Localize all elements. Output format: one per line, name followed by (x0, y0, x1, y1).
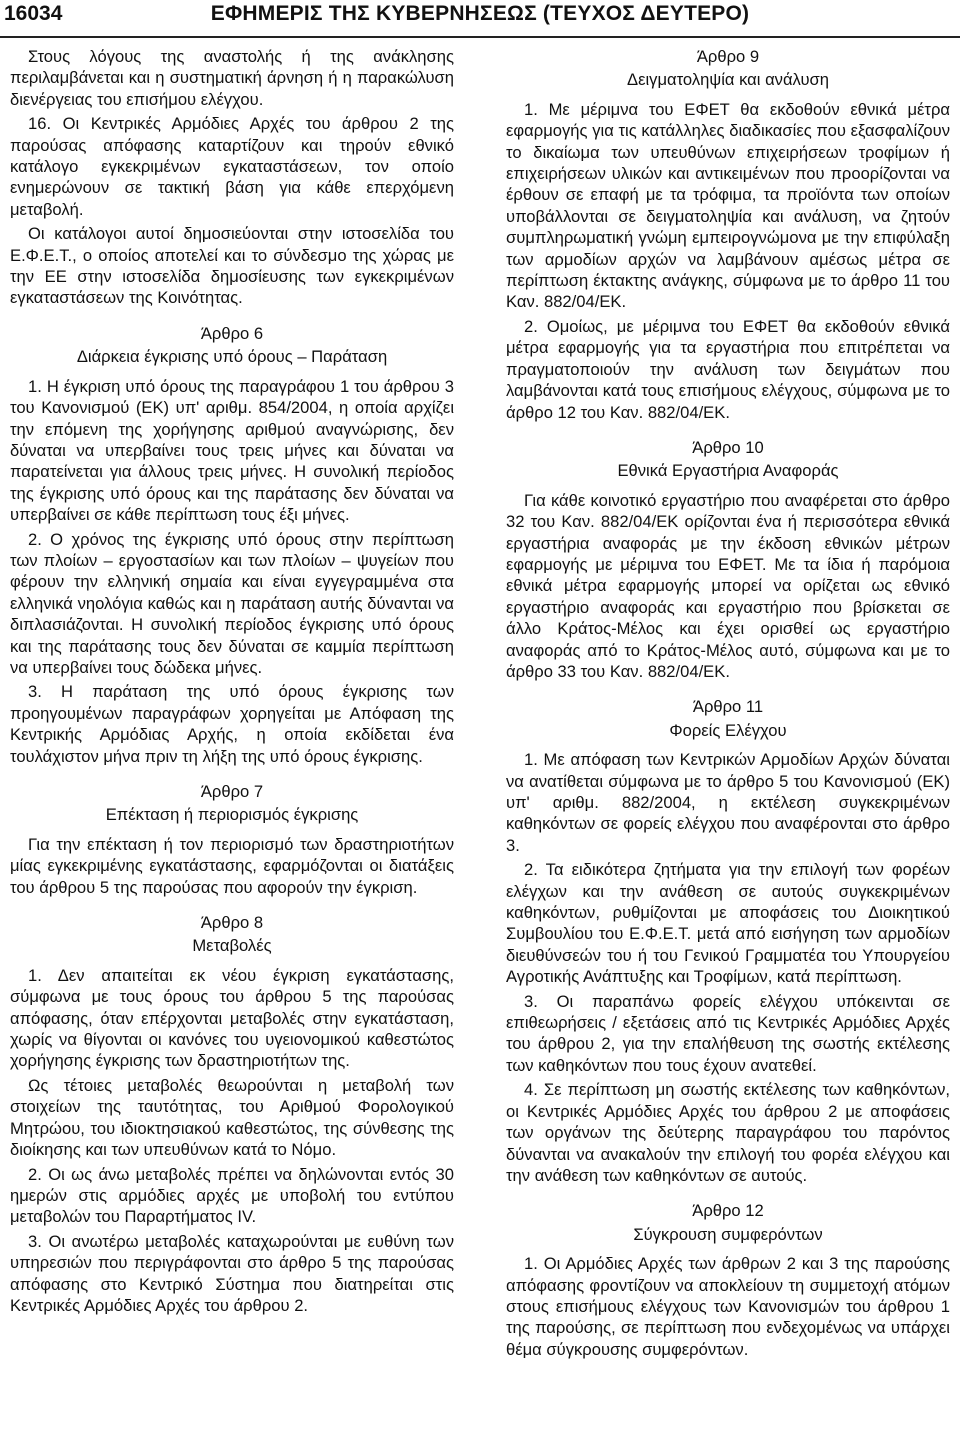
paragraph: 3. Οι ανωτέρω μεταβολές καταχωρούνται με ευθύνη των υπηρεσιών που περιγράφονται στο άρθρο 5 της παρούσας απόφασης στο Κεντρικό Σύστημα που διατηρείται στις Κεντρικές Αρμόδιες Αρχές του άρθρου 2. (10, 1231, 454, 1315)
paragraph: Για την επέκταση ή τον περιορισμό των δραστηριοτήτων μίας εγκεκριμένης εγκατάστασης, εφαρμόζονται οι διατάξεις του άρθρου 5 της παρούσας που αφορούν την έγκριση. (10, 834, 454, 897)
article-10-heading: Άρθρο 10 (692, 437, 764, 457)
right-column (506, 46, 950, 1363)
paragraph: Για κάθε κοινοτικό εργαστήριο που αναφέρεται στο άρθρο 32 του Καν. 882/04/ΕΚ ορίζονται ένα ή περισσότερα εθνικά εργαστήρια αναφοράς με την έκδοση εθνικών μέτρων εφαρμογής με μέριμνα του ΕΦΕΤ. Με τα ίδια ή παρόμοια εθνικά μέτρα εφαρμογής μπορεί να ορίζεται ως εθνικό εργαστήριο αναφοράς και εργαστήριο που βρίσκεται σε άλλο Κράτος-Μέλος και έχει ορισθεί ως εργαστήριο αναφοράς από το Κράτος-Μέλος αυτό, σύμφωνα και με το άρθρο 33 του Καν. 882/04/ΕΚ. (506, 490, 950, 681)
paragraph: Οι κατάλογοι αυτοί δημοσιεύονται στην ιστοσελίδα του Ε.Φ.Ε.Τ., ο οποίος αποτελεί και το σύνδεσμο της χώρας με την ΕΕ στην ιστοσελίδα δημοσίευσης των εγκεκριμένων εγκαταστάσεων της Κοινότητας. (10, 224, 454, 308)
paragraph: 3. Η παράταση της υπό όρους έγκρισης των προηγουμένων παραγράφων χορηγείται με Απόφαση της Κεντρικής Αρμόδιας Αρχής, η οποία εκδίδεται ένα τουλάχιστον μήνα πριν τη λήξη της υπό όρους έγκρισης. (10, 682, 454, 766)
paragraph: 1. Δεν απαιτείται εκ νέου έγκριση εγκατάστασης, σύμφωνα με τους όρους του άρθρου 5 της παρούσας απόφασης, όταν επέρχονται μεταβολές στην εγκατάσταση, χωρίς να θίγονται οι κανόνες του υγειονομικού καθεστώτος χορήγησης έγκρισης των δραστηριοτήτων της. (10, 965, 454, 1071)
page-header (0, 0, 960, 38)
paragraph: 4. Σε περίπτωση μη σωστής εκτέλεσης των καθηκόντων, οι Κεντρικές Αρμόδιες Αρχές του άρθρου 2 με αποφάσεις των οργάνων της δεύτερης παραγράφου του παρόντος δύνανται να ανακαλούν την επιλογή του φορέα ελέγχου και την ανάθεση των καθηκόντων σε αυτούς. (506, 1080, 950, 1185)
page-number: 16034 (4, 2, 63, 25)
paragraph: 2. Οι ως άνω μεταβολές πρέπει να δηλώνονται εντός 30 ημερών στις αρμόδιες αρχές με υποβολή του εντύπου μεταβολών του Παραρτήματος IV. (10, 1164, 454, 1227)
paragraph: 1. Με μέριμνα του ΕΦΕΤ θα εκδοθούν εθνικά μέτρα εφαρμογής για τις κατάλληλες διαδικασίες που εξασφαλίζουν το δικαίωμα των υπευθύνων επιχειρήσεων τροφίμων ή επιχειρήσεων υλικών και αντικειμένων που προορίζονται να έρθουν σε επαφή με τα τρόφιμα, τα προϊόντα των οποίων υποβάλλονται σε δειγματοληψία και ανάλυση, να ζητούν συμπληρωματική γνώμη εμπειρογνώμονα με την επιφύλαξη των αρμοδίων αρχών να λαμβάνουν αμέσως μέτρα σε περίπτωση έκτακτης ανάγκης, σύμφωνα με το άρθρο 11 του Καν. 882/04/ΕΚ. (506, 99, 950, 312)
article-6-subheading: Διάρκεια έγκρισης υπό όρους – Παράταση (76, 347, 388, 367)
paragraph: 2. Ομοίως, με μέριμνα του ΕΦΕΤ θα εκδοθούν εθνικά μέτρα εφαρμογής για τα εργαστήρια που επιτρέπεται να πραγματοποιούν την ανάλυση των δειγμάτων που λαμβάνονται κατά τους επισήμους ελέγχους, σύμφωνα με το άρθρο 12 του Καν. 882/04/ΕΚ. (506, 316, 950, 422)
paragraph: 2. Τα ειδικότερα ζητήματα για την επιλογή των φορέων ελέγχων και την ανάθεση σε αυτούς συγκεκριμένων καθηκόντων, ρυθμίζονται με αποφάσεις του Διοικητικού Συμβουλίου του Ε.Φ.Ε.Τ. μετά από εισήγηση των αρμοδίων διευθύνσεών του ή του Γενικού Γραμματέα του Υπουργείου Αγροτικής Ανάπτυξης και Τροφίμων, κατά περίπτωση. (506, 860, 950, 987)
article-10-subheading: Εθνικά Εργαστήρια Αναφοράς (617, 461, 839, 481)
article-8-subheading: Μεταβολές (192, 936, 272, 956)
article-11-heading: Άρθρο 11 (692, 697, 764, 717)
paragraph: 2. Ο χρόνος της έγκρισης υπό όρους στην περίπτωση των πλοίων – εργοστασίων και των πλοίων – ψυγείων που φέρουν την ελληνική σημαία και είναι εγγεγραμμένα στα ελληνικά νηολόγια καθώς και η παράταση αυτής δύνανται να διπλασιάζονται. Η συνολική περίοδος έγκρισης υπό όρους και της παράτασης τους δεν δύναται σε καμμία περίπτωση να υπερβαίνει τους δώδεκα μήνες. (10, 529, 454, 677)
article-11-subheading: Φορείς Ελέγχου (669, 720, 787, 740)
article-12-subheading: Σύγκρουση συμφερόντων (633, 1224, 823, 1244)
left-column (10, 46, 454, 1319)
article-12-heading: Άρθρο 12 (692, 1201, 764, 1221)
article-7-heading: Άρθρο 7 (200, 782, 264, 801)
paragraph: 1. Οι Αρμόδιες Αρχές των άρθρων 2 και 3 της παρούσης απόφασης φροντίζουν να αποκλείουν τη συμμετοχή ατόμων στους επισήμους ελέγχους των Κανονισμών του άρθρου 1 της παρούσης, σε περίπτωση που ενδεχομένως να υπάρχει θέμα σύγκρουσης συμφερόντων. (506, 1254, 950, 1359)
paragraph: Ως τέτοιες μεταβολές θεωρούνται η μεταβολή των στοιχείων της ταυτότητας, του Αριθμού Φορολογικού Μητρώου, του ιδιοκτησιακού καθεστώτος, της σύνθεσης της διοίκησης και των υπευθύνων κατά το Νόμο. (10, 1075, 454, 1160)
paragraph: 1. Η έγκριση υπό όρους της παραγράφου 1 του άρθρου 3 του Κανονισμού (ΕΚ) υπ' αριθμ. 854/2004, η οποία αρχίζει την επόμενη της χορήγησης αριθμού αναγνώρισης, δεν δύναται να υπερβαίνει τους τρεις μήνες και δύναται να παρατείνεται για άλλους τρεις μήνες. Η συνολική περίοδος της έγκρισης υπό όρους και της παράτασης δεν δύναται να υπερβαίνει σε κάθε περίπτωση τους έξι μήνες. (10, 376, 454, 525)
paragraph: 16. Οι Κεντρικές Αρμόδιες Αρχές του άρθρου 2 της παρούσας απόφασης καταρτίζουν και τηρούν εθνικό κατάλογο εγκεκριμένων εγκαταστάσεων, τον οποίο ενημερώνουν σε τακτική βάση για κάθε επερχόμενη μεταβολή. (10, 114, 454, 219)
article-9-heading: Άρθρο 9 (696, 47, 760, 66)
article-8-heading: Άρθρο 8 (200, 913, 264, 933)
article-9-subheading: Δειγματοληψία και ανάλυση (626, 70, 829, 90)
gazette-title: ΕΦΗΜΕΡΙΣ ΤΗΣ ΚΥΒΕΡΝΗΣΕΩΣ (ΤΕΥΧΟΣ ΔΕΥΤΕΡΟ) (210, 2, 750, 25)
article-7-subheading: Επέκταση ή περιορισμός έγκρισης (105, 805, 359, 825)
paragraph: 1. Με απόφαση των Κεντρικών Αρμοδίων Αρχών δύναται να ανατίθεται σύμφωνα με το άρθρο 5 του Κανονισμού (ΕΚ) υπ' αριθμ. 882/2004, η εκτέλεση συγκεκριμένων καθηκόντων σε φορείς ελέγχου που αναφέρονται στο άρθρο 3. (506, 750, 950, 855)
paragraph: Στους λόγους της αναστολής ή της ανάκλησης περιλαμβάνεται και η συστηματική άρνηση ή η παρακώλυση διενέργειας του επισήμου ελέγχου. (10, 47, 454, 109)
paragraph: 3. Οι παραπάνω φορείς ελέγχου υπόκεινται σε επιθεωρήσεις / εξετάσεις από τις Κεντρικές Αρμόδιες Αρχές του άρθρου 2, για την επαλήθευση της σωστής εκτέλεσης των καθηκόντων που τους έχουν ανατεθεί. (506, 991, 950, 1075)
article-6-heading: Άρθρο 6 (200, 323, 264, 343)
